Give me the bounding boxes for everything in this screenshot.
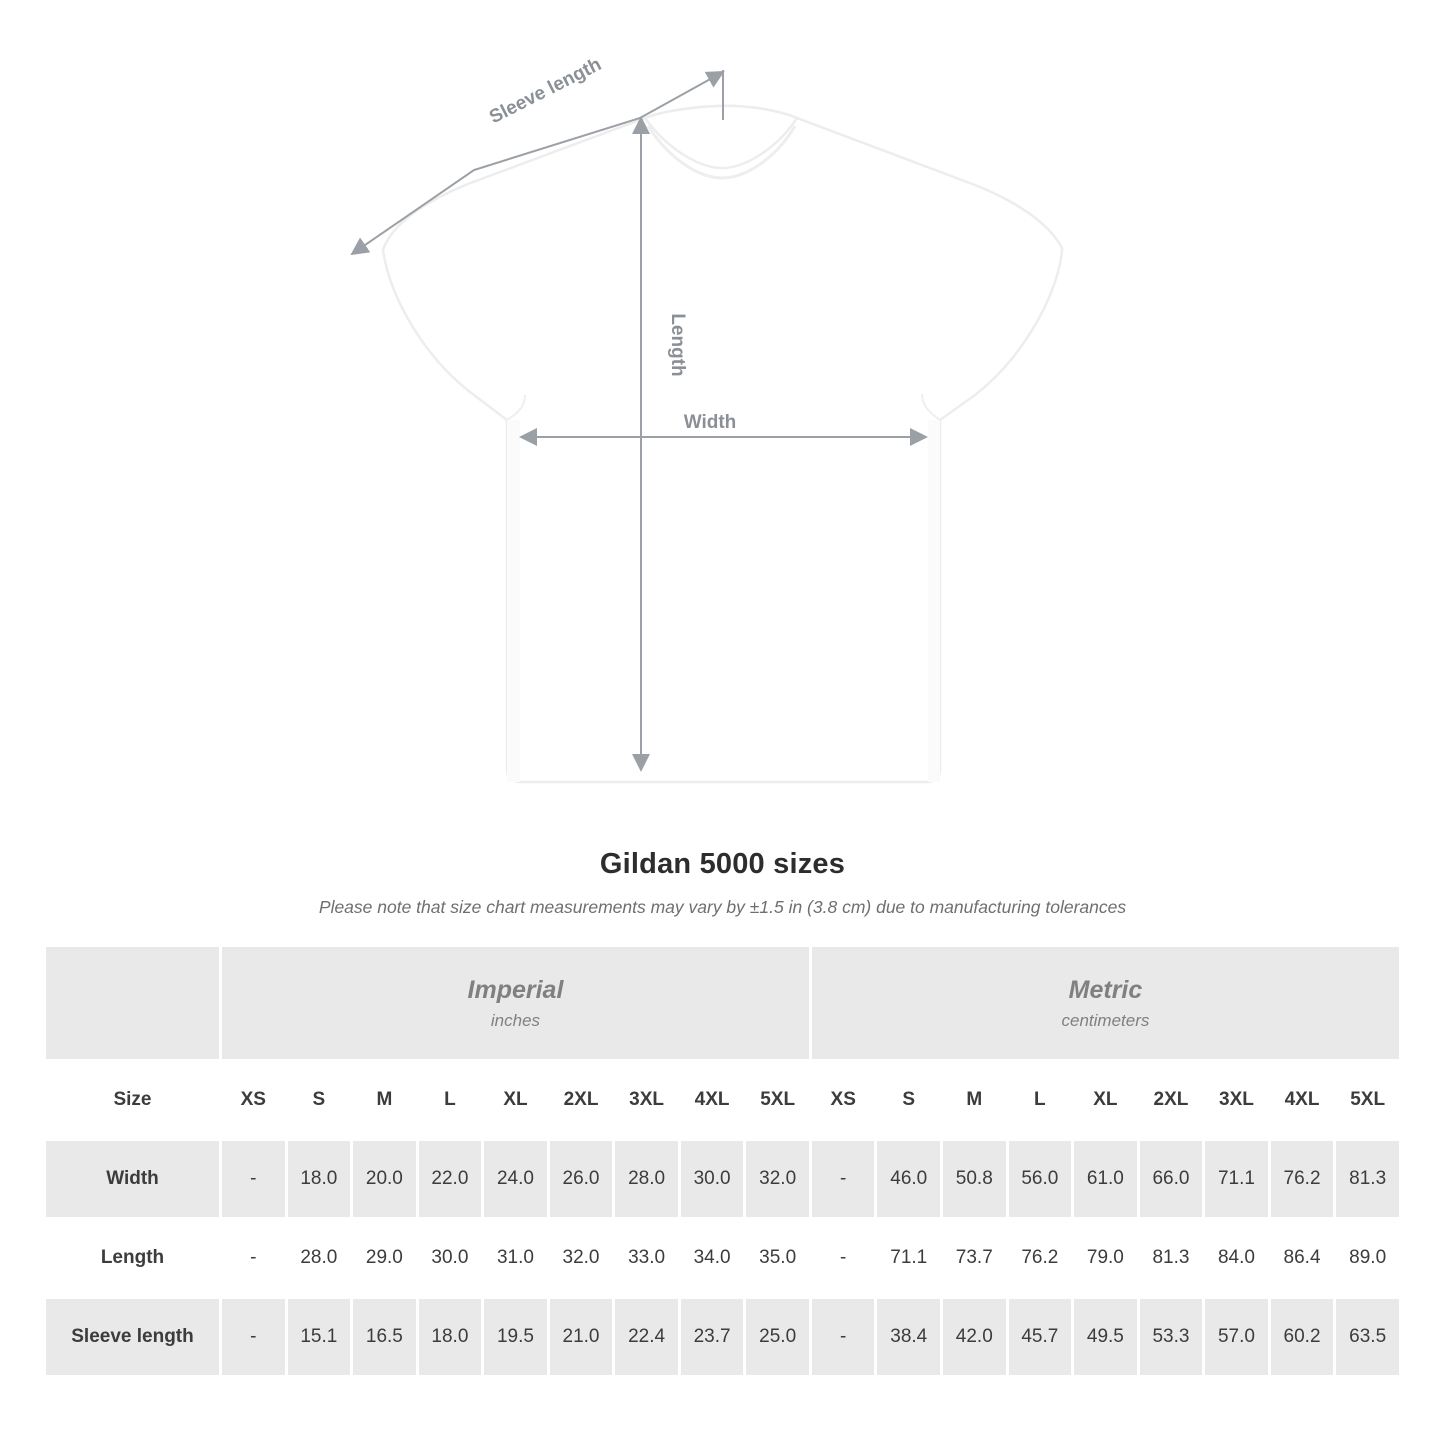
unit-group-imperial-name: Imperial — [467, 976, 564, 1005]
sleeve-imperial-5xl: 25.0 — [745, 1298, 811, 1377]
size-header-metric-l: L — [1007, 1061, 1073, 1140]
row-label-length: Length — [45, 1219, 221, 1298]
sleeve-imperial-l: 18.0 — [417, 1298, 483, 1377]
size-header-imperial-xl: XL — [483, 1061, 549, 1140]
sleeve-metric-5xl: 63.5 — [1335, 1298, 1401, 1377]
width-metric-l: 56.0 — [1007, 1140, 1073, 1219]
length-imperial-5xl: 35.0 — [745, 1219, 811, 1298]
table-row-width — [45, 1140, 1401, 1219]
sleeve-imperial-2xl: 21.0 — [548, 1298, 614, 1377]
width-imperial-3xl: 28.0 — [614, 1140, 680, 1219]
sleeve-imperial-xl: 19.5 — [483, 1298, 549, 1377]
unit-group-metric-name: Metric — [1068, 976, 1143, 1005]
size-header-imperial-s: S — [286, 1061, 352, 1140]
size-header-imperial-2xl: 2XL — [548, 1061, 614, 1140]
table-row-length — [45, 1219, 1401, 1298]
unit-group-imperial — [221, 946, 811, 1061]
length-imperial-l: 30.0 — [417, 1219, 483, 1298]
size-header-imperial-m: M — [352, 1061, 418, 1140]
length-metric-xl: 79.0 — [1073, 1219, 1139, 1298]
length-imperial-xs: - — [221, 1219, 287, 1298]
sleeve-imperial-s: 15.1 — [286, 1298, 352, 1377]
sleeve-metric-2xl: 53.3 — [1138, 1298, 1204, 1377]
width-imperial-l: 22.0 — [417, 1140, 483, 1219]
length-metric-l: 76.2 — [1007, 1219, 1073, 1298]
size-header-metric-xl: XL — [1073, 1061, 1139, 1140]
length-metric-5xl: 89.0 — [1335, 1219, 1401, 1298]
sleeve-imperial-4xl: 23.7 — [679, 1298, 745, 1377]
sleeve-metric-3xl: 57.0 — [1204, 1298, 1270, 1377]
table-row-sleeve-length — [45, 1298, 1401, 1377]
length-label: Length — [667, 313, 688, 377]
sleeve-metric-xs: - — [810, 1298, 876, 1377]
size-header-metric-2xl: 2XL — [1138, 1061, 1204, 1140]
length-metric-2xl: 81.3 — [1138, 1219, 1204, 1298]
width-imperial-5xl: 32.0 — [745, 1140, 811, 1219]
width-label: Width — [683, 412, 737, 433]
width-imperial-xl: 24.0 — [483, 1140, 549, 1219]
size-header-imperial-3xl: 3XL — [614, 1061, 680, 1140]
length-imperial-3xl: 33.0 — [614, 1219, 680, 1298]
sleeve-metric-s: 38.4 — [876, 1298, 942, 1377]
length-metric-m: 73.7 — [942, 1219, 1008, 1298]
size-header-metric-xs: XS — [810, 1061, 876, 1140]
size-header-metric-4xl: 4XL — [1269, 1061, 1335, 1140]
sleeve-imperial-m: 16.5 — [352, 1298, 418, 1377]
page-title: Gildan 5000 sizes — [599, 848, 846, 880]
sleeve-length-label: Sleeve length — [486, 53, 605, 129]
length-metric-3xl: 84.0 — [1204, 1219, 1270, 1298]
width-metric-3xl: 71.1 — [1204, 1140, 1270, 1219]
size-header-imperial-l: L — [417, 1061, 483, 1140]
width-imperial-m: 20.0 — [352, 1140, 418, 1219]
size-table-wrapper — [43, 944, 1402, 1378]
width-metric-4xl: 76.2 — [1269, 1140, 1335, 1219]
width-imperial-2xl: 26.0 — [548, 1140, 614, 1219]
length-metric-4xl: 86.4 — [1269, 1219, 1335, 1298]
width-metric-xl: 61.0 — [1073, 1140, 1139, 1219]
unit-group-metric-sub: centimeters — [1061, 1010, 1150, 1030]
unit-group-metric — [810, 946, 1400, 1061]
width-metric-5xl: 81.3 — [1335, 1140, 1401, 1219]
width-metric-s: 46.0 — [876, 1140, 942, 1219]
length-imperial-m: 29.0 — [352, 1219, 418, 1298]
width-metric-m: 50.8 — [942, 1140, 1008, 1219]
size-header-imperial-4xl: 4XL — [679, 1061, 745, 1140]
size-label-cell: Size — [45, 1061, 221, 1140]
unit-group-imperial-sub: inches — [490, 1010, 541, 1030]
row-label-sleeve-length: Sleeve length — [45, 1298, 221, 1377]
size-chart-table — [43, 944, 1402, 1378]
unit-header-blank — [45, 946, 221, 1061]
width-imperial-s: 18.0 — [286, 1140, 352, 1219]
sleeve-imperial-3xl: 22.4 — [614, 1298, 680, 1377]
sleeve-imperial-xs: - — [221, 1298, 287, 1377]
sleeve-metric-4xl: 60.2 — [1269, 1298, 1335, 1377]
sleeve-metric-m: 42.0 — [942, 1298, 1008, 1377]
size-header-metric-3xl: 3XL — [1204, 1061, 1270, 1140]
size-header-imperial-xs: XS — [221, 1061, 287, 1140]
size-header-metric-s: S — [876, 1061, 942, 1140]
unit-header-row — [45, 946, 1401, 1061]
length-metric-xs: - — [810, 1219, 876, 1298]
sleeve-metric-xl: 49.5 — [1073, 1298, 1139, 1377]
size-header-row — [45, 1061, 1401, 1140]
size-header-metric-5xl: 5XL — [1335, 1061, 1401, 1140]
row-label-width: Width — [45, 1140, 221, 1219]
tolerance-note: Please note that size chart measurements may vary by ±1.5 in (3.8 cm) due to manufacturing tolerances — [318, 897, 1127, 917]
length-imperial-xl: 31.0 — [483, 1219, 549, 1298]
length-metric-s: 71.1 — [876, 1219, 942, 1298]
width-imperial-xs: - — [221, 1140, 287, 1219]
width-metric-2xl: 66.0 — [1138, 1140, 1204, 1219]
title-block — [0, 848, 1445, 918]
length-imperial-2xl: 32.0 — [548, 1219, 614, 1298]
size-header-imperial-5xl: 5XL — [745, 1061, 811, 1140]
length-imperial-s: 28.0 — [286, 1219, 352, 1298]
length-imperial-4xl: 34.0 — [679, 1219, 745, 1298]
sleeve-metric-l: 45.7 — [1007, 1298, 1073, 1377]
tshirt-shape — [383, 106, 1062, 782]
width-imperial-4xl: 30.0 — [679, 1140, 745, 1219]
size-header-metric-m: M — [942, 1061, 1008, 1140]
width-metric-xs: - — [810, 1140, 876, 1219]
